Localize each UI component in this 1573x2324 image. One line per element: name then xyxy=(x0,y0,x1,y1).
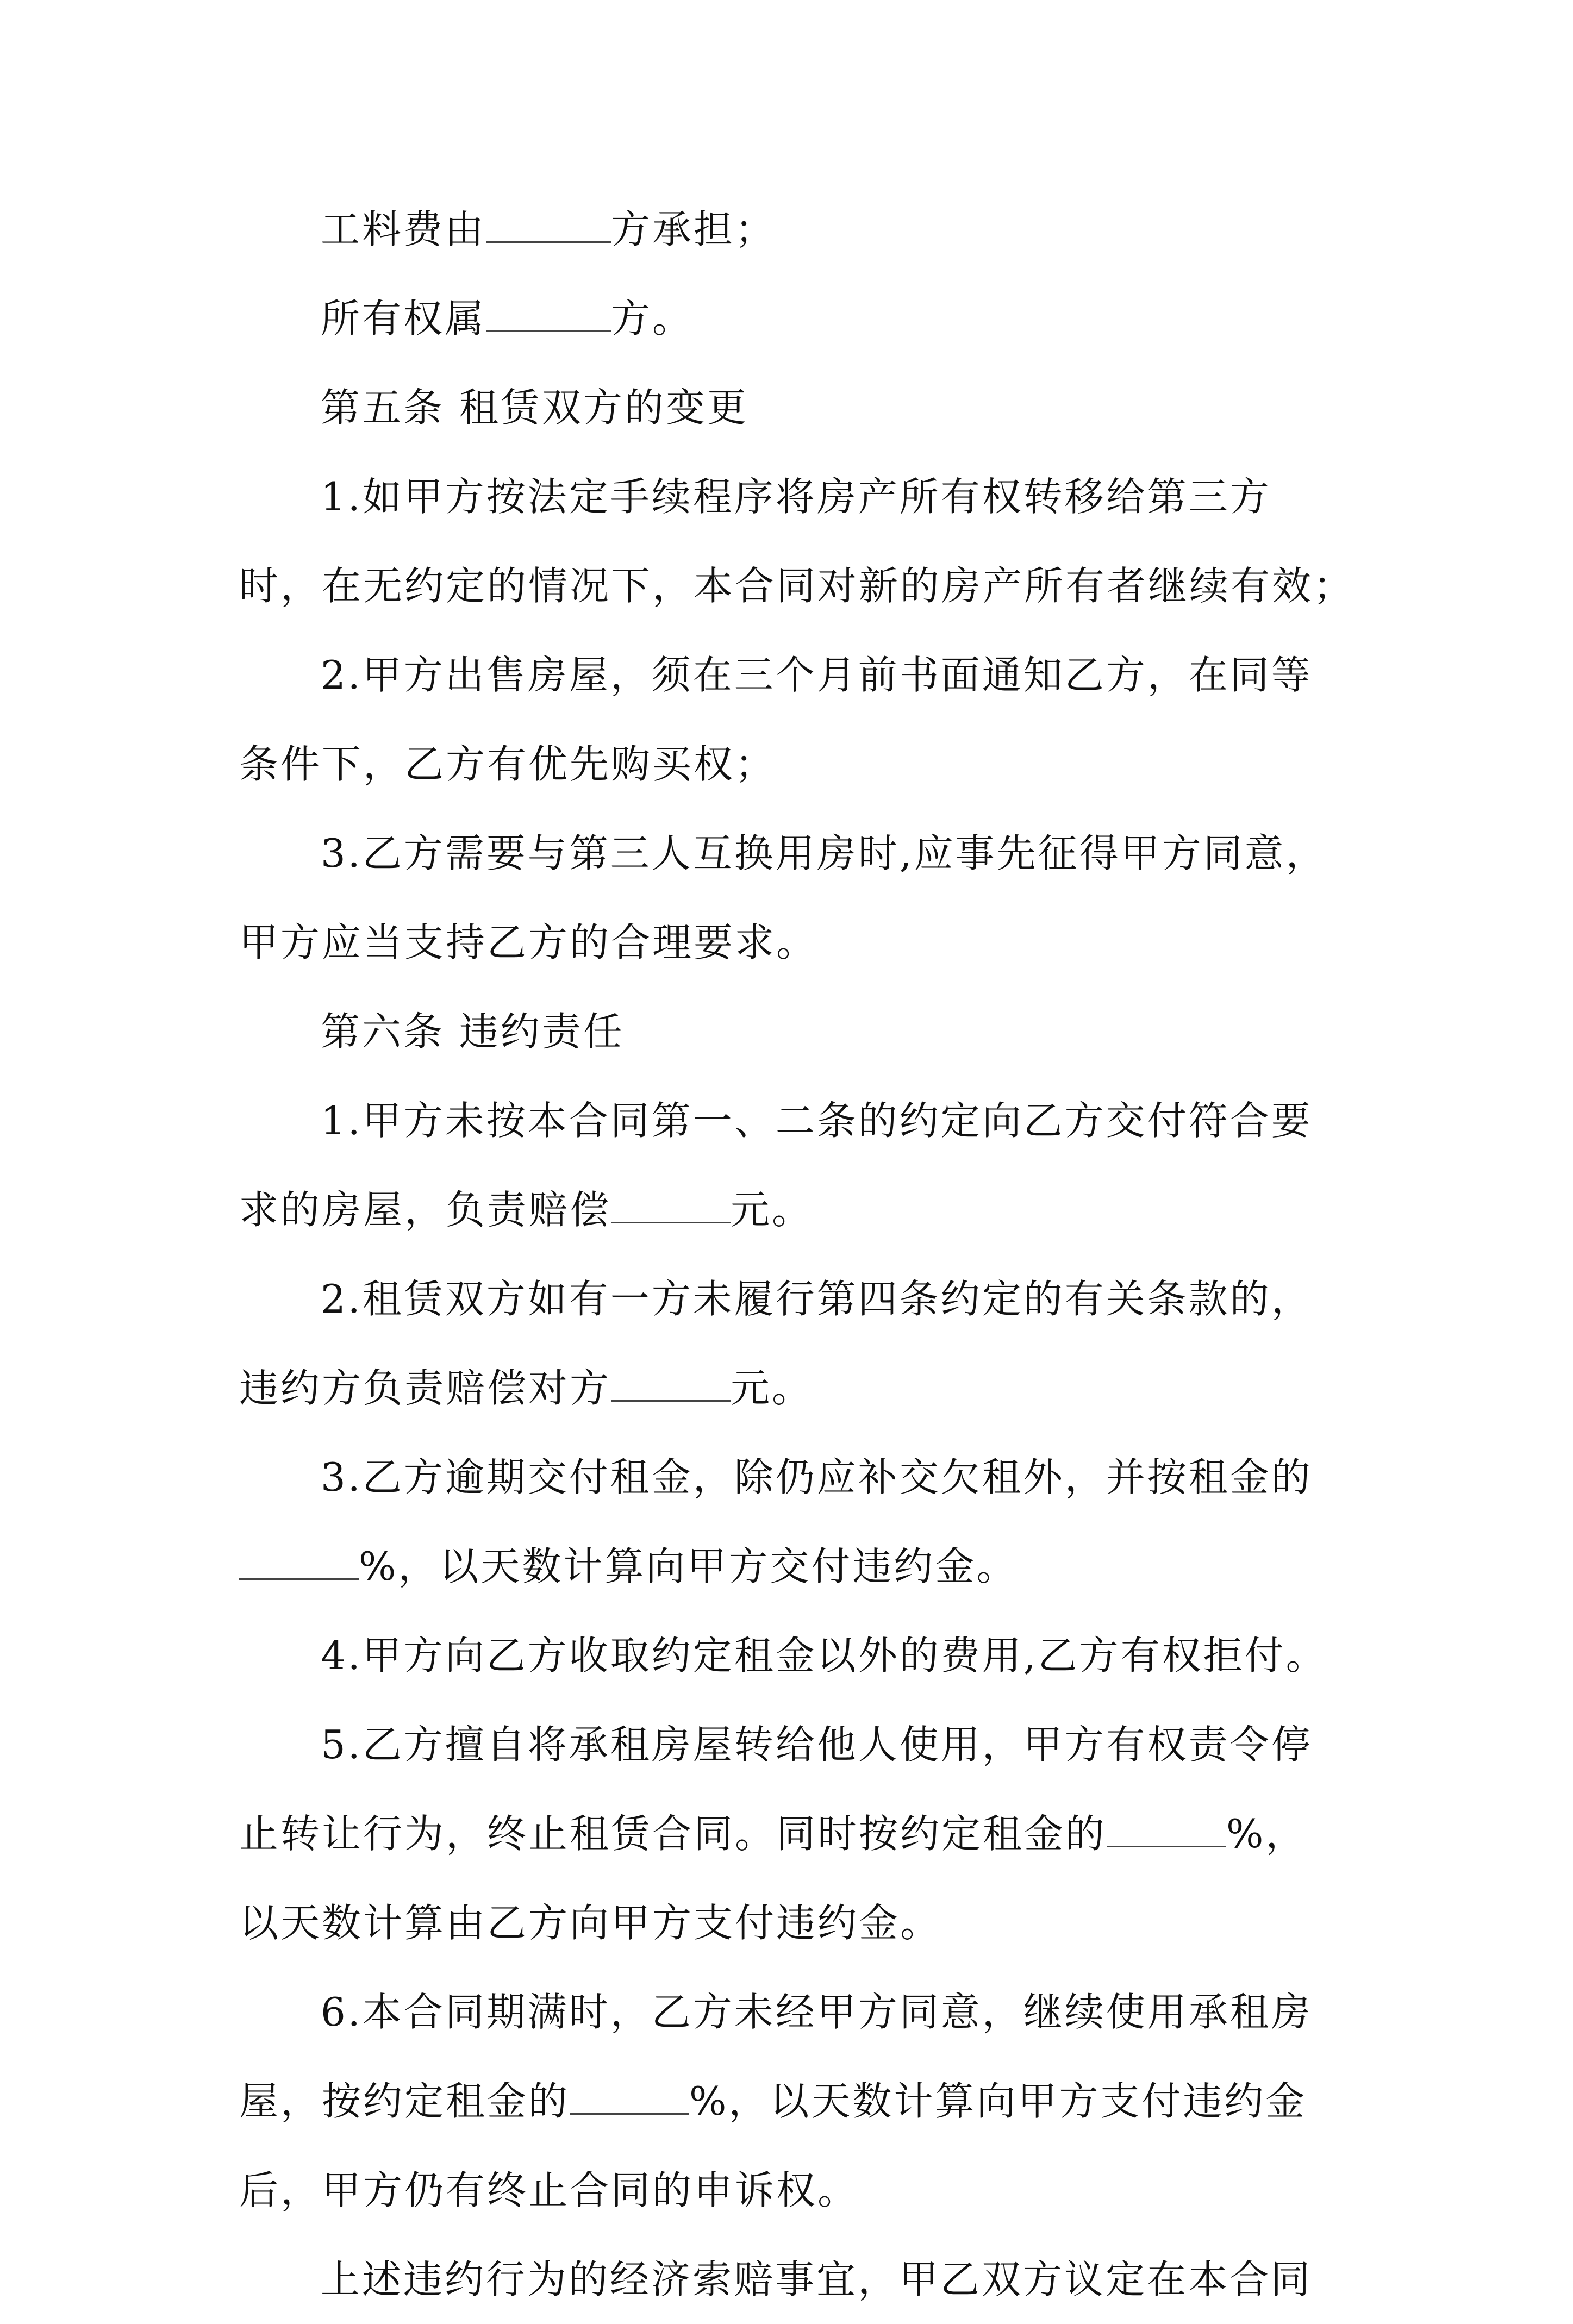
fill-in-blank xyxy=(239,1546,359,1580)
section-heading: 第六条 违约责任 xyxy=(321,1009,625,1054)
fill-in-blank xyxy=(1107,1813,1226,1847)
paragraph-line: 1.如甲方按法定手续程序将房产所有权转移给第三方 xyxy=(321,474,1271,520)
fill-in-blank xyxy=(486,209,611,243)
paragraph-line: 5.乙方擅自将承租房屋转给他人使用，甲方有权责令停 xyxy=(321,1722,1313,1767)
text-segment: 所有权属 xyxy=(321,296,486,341)
text-segment: 方承担； xyxy=(611,207,777,252)
paragraph-line: 2.甲方出售房屋，须在三个月前书面通知乙方，在同等 xyxy=(321,652,1313,698)
text-segment: 元。 xyxy=(731,1365,814,1411)
text-segment: %，以天数计算向甲方交付违约金。 xyxy=(359,1544,1018,1589)
paragraph-line: 以天数计算由乙方向甲方支付违约金。 xyxy=(239,1900,942,1946)
paragraph-line xyxy=(239,1789,1343,1878)
text-segment: 违约方负责赔偿对方 xyxy=(239,1365,611,1411)
paragraph-line xyxy=(239,185,1343,274)
paragraph-line: 3.乙方逾期交付租金，除仍应补交欠租外，并按租金的 xyxy=(321,1454,1313,1500)
paragraph-line: 时，在无约定的情况下，本合同对新的房产所有者继续有效； xyxy=(239,563,1355,609)
paragraph-line: 1.甲方未按本合同第一、二条的约定向乙方交付符合要 xyxy=(321,1098,1313,1144)
text-segment: %， xyxy=(1226,1811,1307,1857)
text-segment: 元。 xyxy=(731,1187,814,1233)
paragraph-line: 6.本合同期满时，乙方未经甲方同意，继续使用承租房 xyxy=(321,1989,1313,2035)
paragraph-line xyxy=(239,1165,1343,1254)
paragraph-line xyxy=(239,274,1343,363)
text-segment: %，以天数计算向甲方支付违约金 xyxy=(689,2078,1307,2124)
fill-in-blank xyxy=(486,298,611,332)
paragraph-line: 上述违约行为的经济索赔事宜，甲乙双方议定在本合同 xyxy=(321,2257,1313,2302)
section-heading: 第五条 租赁双方的变更 xyxy=(321,385,748,430)
text-segment: 止转让行为，终止租赁合同。同时按约定租金的 xyxy=(239,1811,1107,1857)
text-segment: 方。 xyxy=(611,296,694,341)
paragraph-line xyxy=(239,2057,1343,2146)
paragraph-line xyxy=(239,1344,1343,1433)
text-segment: 求的房屋，负责赔偿 xyxy=(239,1187,611,1233)
paragraph-line xyxy=(239,1522,1343,1611)
paragraph-line: 4.甲方向乙方收取约定租金以外的费用,乙方有权拒付。 xyxy=(321,1633,1327,1678)
paragraph-line: 条件下，乙方有优先购买权； xyxy=(239,741,777,787)
text-segment: 屋，按约定租金的 xyxy=(239,2078,570,2124)
paragraph-line: 3.乙方需要与第三人互换用房时,应事先征得甲方同意， xyxy=(321,830,1327,876)
text-segment: 工料费由 xyxy=(321,207,486,252)
paragraph-line: 甲方应当支持乙方的合理要求。 xyxy=(239,920,818,965)
paragraph-line: 后，甲方仍有终止合同的申诉权。 xyxy=(239,2167,859,2213)
fill-in-blank xyxy=(611,1189,731,1223)
document-body xyxy=(239,185,1355,2324)
paragraph-line: 2.租赁双方如有一方未履行第四条约定的有关条款的， xyxy=(321,1276,1313,1322)
fill-in-blank xyxy=(611,1367,731,1402)
fill-in-blank xyxy=(570,2081,689,2115)
